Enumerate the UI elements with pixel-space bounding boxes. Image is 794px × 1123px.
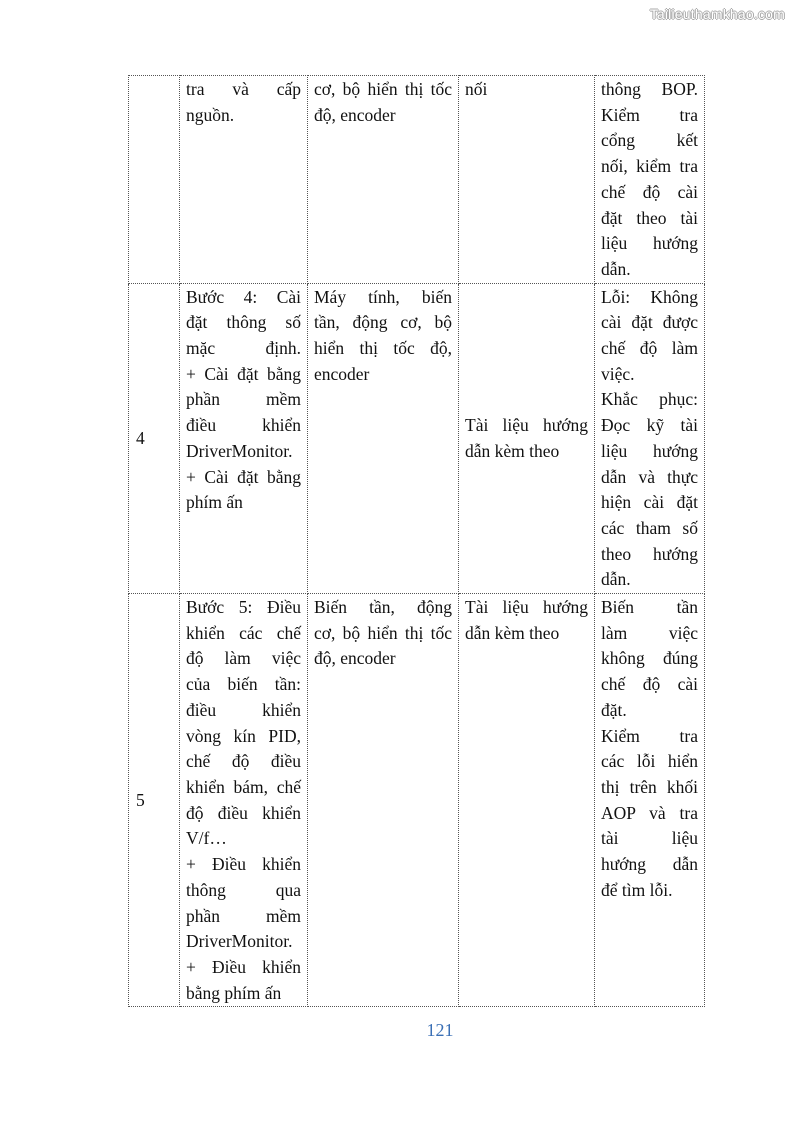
fault-remedy-cell [595, 76, 705, 284]
step-description-cell [180, 76, 308, 284]
cell-text-line: dẫn kèm theo [465, 440, 560, 461]
cell-text-line: liệu hướng [601, 440, 698, 461]
cell-text-line: Tài liệu hướng [465, 597, 588, 618]
cell-text-line: DriverMonitor. [186, 440, 293, 461]
cell-text-line: đặt thông số [186, 312, 301, 333]
table-row [129, 594, 705, 1007]
equipment-cell [308, 594, 459, 1007]
cell-text-line: DriverMonitor. [186, 931, 293, 952]
cell-text-line: Khắc phục: [601, 389, 698, 410]
cell-text-line: phần mềm [186, 905, 301, 926]
cell-text-line: làm việc [601, 622, 698, 643]
cell-text-line: việc. [601, 363, 635, 384]
cell-text-line: Biến tần, động [314, 597, 452, 618]
cell-text-line: phím ấn [186, 492, 243, 513]
cell-text-line: + Điều khiển [186, 956, 301, 977]
cell-text-line: thông BOP. [601, 79, 698, 99]
cell-text-line: bằng phím ấn [186, 982, 282, 1003]
page-number: 121 [426, 1020, 454, 1040]
cell-text-line: cổng kết [601, 130, 698, 151]
cell-text-line: AOP và tra [601, 802, 698, 823]
cell-text-line: các lỗi hiển [601, 751, 698, 772]
fault-remedy-cell [595, 594, 705, 1007]
cell-text-line: + Điều khiển [186, 854, 301, 875]
equipment-cell [308, 283, 459, 593]
step-description-cell [180, 283, 308, 593]
cell-text-line: nguồn. [186, 104, 235, 125]
cell-text-line: theo hướng [601, 543, 698, 564]
cell-text-line: hiện cài đặt [601, 492, 698, 513]
procedure-table [128, 75, 705, 1007]
cell-text-line: khiển bám, chế [186, 776, 301, 797]
cell-text-line: Bước 5: Điều [186, 597, 301, 618]
cell-text-line: tài liệu [601, 828, 698, 849]
cell-text-line: dẫn. [601, 258, 631, 279]
cell-text-line: cơ, bộ hiển thị tốc [314, 79, 452, 99]
watermark: Tailieuthamkhao.com [649, 6, 785, 22]
cell-text-line: cơ, bộ hiển thị tốc [314, 622, 452, 643]
cell-text-line: dẫn kèm theo [465, 622, 560, 643]
cell-text-line: + Cài đặt bằng [186, 363, 301, 384]
cell-text-line: + Cài đặt bằng [186, 466, 301, 487]
equipment-cell [308, 76, 459, 284]
cell-text-line: Lỗi: Không [601, 286, 698, 307]
cell-text-line: V/f… [186, 828, 227, 849]
cell-text-line: thông qua [186, 879, 301, 900]
cell-text-line: chế độ điều [186, 751, 301, 772]
cell-text-line: chế độ cài [601, 181, 698, 202]
cell-text-line: chế độ cài [601, 674, 698, 695]
cell-text-line: dẫn. [601, 569, 631, 590]
cell-text-line: nối [465, 79, 488, 99]
cell-text-line: hướng dẫn [601, 854, 698, 875]
cell-text-line: Bước 4: Cài [186, 286, 301, 307]
cell-text-line: các tham số [601, 517, 698, 538]
cell-text-line: Kiểm tra [601, 104, 698, 125]
cell-text-line: độ, encoder [314, 648, 396, 669]
cell-text-line: không đúng [601, 648, 698, 669]
cell-text-line: độ điều khiển [186, 802, 301, 823]
cell-text-line: của biến tần: [186, 674, 301, 695]
cell-text-line: để tìm lỗi. [601, 879, 673, 900]
cell-text-line: nối, kiểm tra [601, 156, 698, 177]
cell-text-line: khiển các chế [186, 622, 301, 643]
cell-text-line: Tài liệu hướng [465, 415, 588, 436]
cell-text-line: Kiểm tra [601, 725, 698, 746]
documents-cell [459, 594, 595, 1007]
cell-text-line: cài đặt được [601, 312, 698, 333]
cell-text-line: Biến tần [601, 597, 698, 618]
documents-cell [459, 76, 595, 284]
cell-text-line: thị trên khối [601, 776, 698, 797]
table-row [129, 76, 705, 284]
cell-text-line: tra và cấp [186, 79, 301, 99]
cell-text-line: Đọc kỹ tài [601, 415, 698, 436]
cell-text-line: liệu hướng [601, 233, 698, 254]
cell-text-line: đặt. [601, 699, 627, 720]
cell-text-line: tần, động cơ, bộ [314, 312, 452, 333]
cell-text-line: encoder [314, 363, 370, 384]
documents-cell [459, 283, 595, 593]
step-number-cell [129, 76, 180, 284]
cell-text-line: vòng kín PID, [186, 725, 301, 746]
cell-text-line: dẫn và thực [601, 466, 698, 487]
cell-text-line: hiển thị tốc độ, [314, 338, 452, 359]
cell-text-line: độ, encoder [314, 104, 396, 125]
cell-text-line: Máy tính, biến [314, 286, 452, 307]
step-description-cell [180, 594, 308, 1007]
fault-remedy-cell [595, 283, 705, 593]
cell-text-line: chế độ làm [601, 338, 698, 359]
step-number-cell: 5 [129, 594, 180, 1007]
cell-text-line: độ làm việc [186, 648, 301, 669]
table-row [129, 283, 705, 593]
cell-text-line: mặc định. [186, 338, 301, 359]
cell-text-line: phần mềm [186, 389, 301, 410]
cell-text-line: đặt theo tài [601, 207, 698, 228]
step-number-cell: 4 [129, 283, 180, 593]
cell-text-line: điều khiển [186, 699, 301, 720]
cell-text-line: điều khiển [186, 415, 301, 436]
